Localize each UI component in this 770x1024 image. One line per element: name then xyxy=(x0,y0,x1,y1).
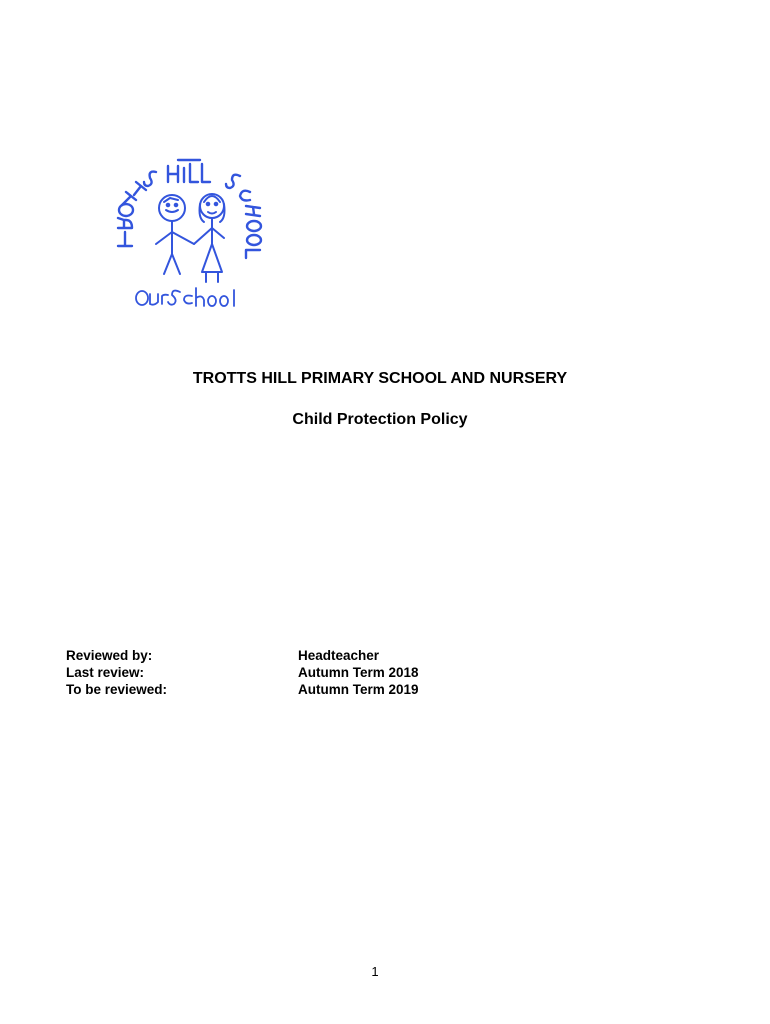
review-row-reviewed-by xyxy=(66,647,566,664)
review-label: To be reviewed: xyxy=(66,682,168,697)
logo-lettering-hill xyxy=(168,160,210,182)
review-value: Headteacher xyxy=(298,648,380,663)
review-row-to-be-reviewed xyxy=(66,681,566,698)
logo-girl-figure xyxy=(194,194,225,282)
logo-lettering-school xyxy=(226,175,261,258)
review-value: Autumn Term 2019 xyxy=(298,682,419,697)
school-name-heading: TROTTS HILL PRIMARY SCHOOL AND NURSERY xyxy=(192,370,568,387)
logo-lettering-our-school xyxy=(136,288,234,306)
page-number: 1 xyxy=(371,964,379,979)
logo-lettering-trotts xyxy=(118,172,156,246)
review-row-last-review xyxy=(66,664,566,681)
review-info-table xyxy=(66,647,566,698)
policy-title: Child Protection Policy xyxy=(292,411,468,428)
review-label: Reviewed by: xyxy=(66,648,153,663)
school-logo xyxy=(100,148,280,320)
logo-boy-figure xyxy=(156,195,194,274)
review-label: Last review: xyxy=(66,665,145,680)
review-value: Autumn Term 2018 xyxy=(298,665,419,680)
